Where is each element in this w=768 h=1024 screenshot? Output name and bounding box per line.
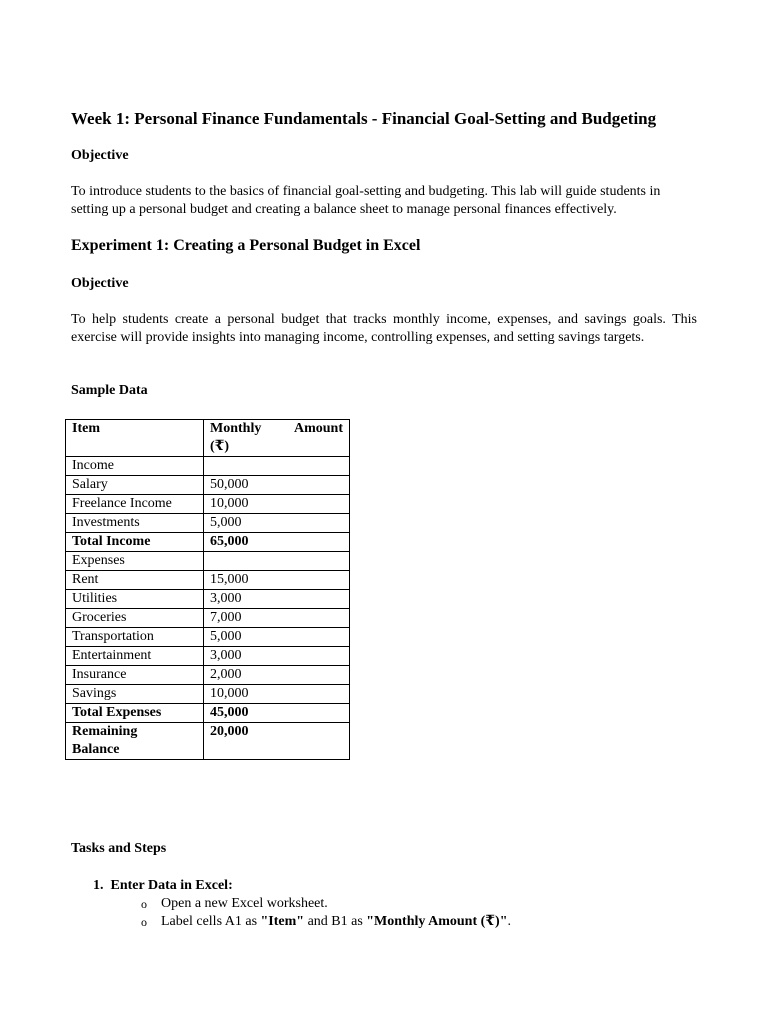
tasks-list: [93, 877, 511, 931]
item-cell: Total Expenses: [66, 704, 204, 723]
amount-cell: 20,000: [204, 723, 350, 760]
table-row: [66, 457, 350, 476]
bullet-marker: o: [141, 897, 147, 911]
bullet-text-amount: "Monthly Amount (₹)": [366, 914, 508, 929]
page-title: Week 1: Personal Finance Fundamentals - Financial Goal-Setting and Budgeting: [71, 109, 657, 128]
amount-cell: 15,000: [204, 571, 350, 590]
item-cell: Rent: [66, 571, 204, 590]
table-row: [66, 533, 350, 552]
step-1-number: 1.: [93, 878, 104, 893]
step-1: [93, 877, 511, 895]
experiment-objective-paragraph: To help students create a personal budget that tracks monthly income, expenses, and savings goals. This exercise will provide insights into managing income, controlling expenses, and setting savings targets.: [71, 312, 697, 345]
item-cell: Total Income: [66, 533, 204, 552]
table-row: [66, 647, 350, 666]
list-item: [93, 895, 511, 913]
experiment-objective-heading: Objective: [71, 276, 129, 291]
item-cell: Savings: [66, 685, 204, 704]
header-amount-label-monthly: Monthly: [210, 421, 262, 436]
amount-cell: 7,000: [204, 609, 350, 628]
item-cell: Expenses: [66, 552, 204, 571]
table-row: [66, 590, 350, 609]
amount-cell: [204, 552, 350, 571]
item-cell: Investments: [66, 514, 204, 533]
table-row: [66, 552, 350, 571]
amount-cell: 3,000: [204, 647, 350, 666]
item-cell: Insurance: [66, 666, 204, 685]
amount-cell: [204, 457, 350, 476]
amount-cell: 10,000: [204, 685, 350, 704]
item-cell: Entertainment: [66, 647, 204, 666]
item-cell: Income: [66, 457, 204, 476]
item-cell: Freelance Income: [66, 495, 204, 514]
amount-cell: 45,000: [204, 704, 350, 723]
experiment-title: Experiment 1: Creating a Personal Budget in Excel: [71, 237, 421, 254]
amount-cell: 5,000: [204, 628, 350, 647]
remaining-label-line2: Balance: [72, 742, 120, 757]
table-row: [66, 666, 350, 685]
table-row: [66, 609, 350, 628]
bullet-marker: o: [141, 915, 147, 929]
table-row: [66, 476, 350, 495]
step-1-title: Enter Data in Excel:: [110, 878, 233, 893]
table-row: [66, 514, 350, 533]
amount-cell: 10,000: [204, 495, 350, 514]
item-cell: Groceries: [66, 609, 204, 628]
bullet-text-item: "Item": [260, 914, 305, 929]
amount-cell: 3,000: [204, 590, 350, 609]
amount-cell: 2,000: [204, 666, 350, 685]
item-cell: Salary: [66, 476, 204, 495]
table-row-remaining-balance: [66, 723, 350, 760]
header-item-label: Item: [72, 421, 100, 436]
table-row: [66, 628, 350, 647]
header-amount-label-currency: (₹): [210, 439, 230, 454]
list-item: [93, 913, 511, 931]
item-cell: Transportation: [66, 628, 204, 647]
table-row: [66, 704, 350, 723]
objective-paragraph: To introduce students to the basics of financial goal-setting and budgeting. This lab will guide students in setting up a personal budget and creating a balance sheet to manage personal finances effectively.: [71, 184, 661, 217]
remaining-label-line1: Remaining: [72, 724, 138, 739]
tasks-heading: Tasks and Steps: [71, 841, 167, 856]
bullet-text-mid: and B1 as: [304, 914, 367, 929]
table-row: [66, 571, 350, 590]
table-row: [66, 495, 350, 514]
table-row: [66, 685, 350, 704]
header-item-cell: [66, 420, 204, 457]
table-header-row: [66, 420, 350, 457]
objective-heading: Objective: [71, 148, 129, 163]
header-amount-label-amount: Amount: [293, 421, 343, 436]
budget-table: [65, 419, 350, 760]
item-cell: Utilities: [66, 590, 204, 609]
item-cell: [66, 723, 204, 760]
amount-cell: 5,000: [204, 514, 350, 533]
amount-cell: 50,000: [204, 476, 350, 495]
sample-data-heading: Sample Data: [71, 383, 148, 398]
bullet-text-end: .: [507, 914, 511, 929]
amount-cell: 65,000: [204, 533, 350, 552]
bullet-text: Open a new Excel worksheet.: [161, 896, 328, 911]
bullet-text-pre: Label cells A1 as: [161, 914, 261, 929]
header-amount-cell: [204, 420, 350, 457]
